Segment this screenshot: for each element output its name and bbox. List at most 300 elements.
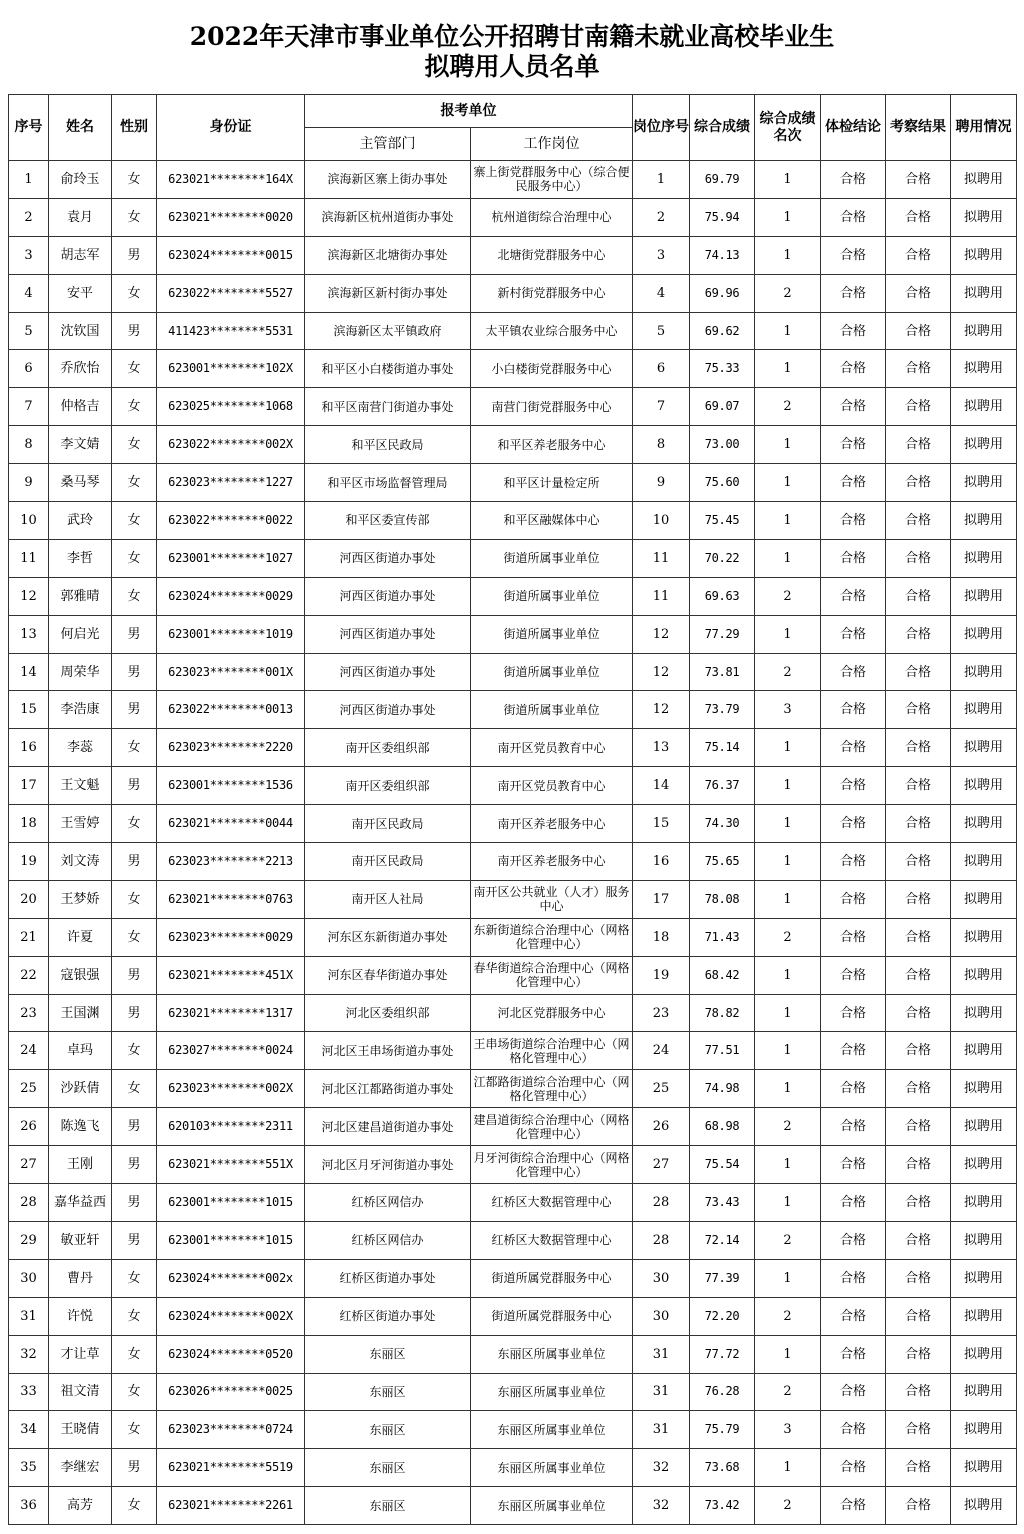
- cell-name: 安平: [49, 274, 112, 312]
- cell-name: 李继宏: [49, 1449, 112, 1487]
- cell-dept: 滨海新区北塘街办事处: [305, 236, 471, 274]
- cell-score: 75.45: [690, 502, 755, 540]
- cell-exam: 合格: [821, 502, 886, 540]
- cell-name: 乔欣怡: [49, 350, 112, 388]
- cell-score: 72.14: [690, 1221, 755, 1259]
- cell-rank: 1: [755, 236, 821, 274]
- cell-status: 拟聘用: [951, 1411, 1017, 1449]
- cell-seq: 26: [9, 1108, 49, 1146]
- cell-rank: 1: [755, 880, 821, 918]
- cell-seq: 23: [9, 994, 49, 1032]
- cell-gender: 女: [112, 577, 157, 615]
- cell-dept: 红桥区街道办事处: [305, 1297, 471, 1335]
- cell-seq: 13: [9, 615, 49, 653]
- cell-score: 75.94: [690, 198, 755, 236]
- cell-score: 75.14: [690, 729, 755, 767]
- cell-score: 73.43: [690, 1184, 755, 1222]
- cell-dept: 南开区人社局: [305, 880, 471, 918]
- table-row: [9, 994, 1017, 1032]
- cell-rank: 1: [755, 805, 821, 843]
- cell-post: 东丽区所属事业单位: [471, 1411, 633, 1449]
- cell-exam: 合格: [821, 805, 886, 843]
- cell-gender: 女: [112, 274, 157, 312]
- cell-exam: 合格: [821, 615, 886, 653]
- cell-review: 合格: [886, 274, 951, 312]
- cell-post: 南开区公共就业（人才）服务中心: [471, 880, 633, 918]
- cell-post-no: 30: [633, 1297, 690, 1335]
- cell-status: 拟聘用: [951, 1221, 1017, 1259]
- cell-id: 623021********2261: [157, 1487, 305, 1525]
- table-row: [9, 350, 1017, 388]
- cell-name: 陈逸飞: [49, 1108, 112, 1146]
- cell-id: 623024********002x: [157, 1259, 305, 1297]
- cell-status: 拟聘用: [951, 615, 1017, 653]
- cell-score: 75.79: [690, 1411, 755, 1449]
- cell-dept: 红桥区网信办: [305, 1184, 471, 1222]
- cell-name: 沙跃倩: [49, 1070, 112, 1108]
- cell-gender: 女: [112, 729, 157, 767]
- cell-seq: 18: [9, 805, 49, 843]
- cell-review: 合格: [886, 615, 951, 653]
- cell-post-no: 12: [633, 653, 690, 691]
- cell-status: 拟聘用: [951, 843, 1017, 881]
- cell-gender: 男: [112, 767, 157, 805]
- cell-seq: 8: [9, 426, 49, 464]
- cell-review: 合格: [886, 426, 951, 464]
- cell-gender: 男: [112, 1449, 157, 1487]
- cell-exam: 合格: [821, 198, 886, 236]
- cell-status: 拟聘用: [951, 1335, 1017, 1373]
- cell-seq: 21: [9, 918, 49, 956]
- cell-review: 合格: [886, 198, 951, 236]
- cell-dept: 红桥区街道办事处: [305, 1259, 471, 1297]
- cell-review: 合格: [886, 880, 951, 918]
- cell-name: 嘉华益西: [49, 1184, 112, 1222]
- cell-id: 623025********1068: [157, 388, 305, 426]
- cell-post-no: 11: [633, 577, 690, 615]
- cell-exam: 合格: [821, 880, 886, 918]
- header-post-no: 岗位序号: [633, 95, 690, 161]
- cell-post: 东丽区所属事业单位: [471, 1335, 633, 1373]
- cell-rank: 2: [755, 1487, 821, 1525]
- cell-exam: 合格: [821, 464, 886, 502]
- cell-post-no: 23: [633, 994, 690, 1032]
- table-row: [9, 426, 1017, 464]
- cell-seq: 19: [9, 843, 49, 881]
- cell-status: 拟聘用: [951, 1032, 1017, 1070]
- cell-review: 合格: [886, 577, 951, 615]
- cell-status: 拟聘用: [951, 1184, 1017, 1222]
- cell-gender: 男: [112, 956, 157, 994]
- cell-exam: 合格: [821, 539, 886, 577]
- cell-post: 新村街党群服务中心: [471, 274, 633, 312]
- cell-gender: 男: [112, 994, 157, 1032]
- cell-post-no: 24: [633, 1032, 690, 1070]
- cell-id: 623021********551X: [157, 1146, 305, 1184]
- cell-id: 623024********0015: [157, 236, 305, 274]
- table-row: [9, 577, 1017, 615]
- cell-id: 623001********1027: [157, 539, 305, 577]
- cell-review: 合格: [886, 956, 951, 994]
- table-row: [9, 502, 1017, 540]
- cell-score: 76.28: [690, 1373, 755, 1411]
- cell-gender: 男: [112, 236, 157, 274]
- cell-exam: 合格: [821, 426, 886, 464]
- cell-id: 623021********164X: [157, 161, 305, 199]
- cell-gender: 女: [112, 161, 157, 199]
- cell-status: 拟聘用: [951, 767, 1017, 805]
- cell-seq: 34: [9, 1411, 49, 1449]
- cell-dept: 河北区江都路街道办事处: [305, 1070, 471, 1108]
- cell-score: 69.62: [690, 312, 755, 350]
- cell-gender: 女: [112, 805, 157, 843]
- table-row: [9, 236, 1017, 274]
- cell-dept: 和平区南营门街道办事处: [305, 388, 471, 426]
- cell-rank: 1: [755, 426, 821, 464]
- table-row: [9, 1108, 1017, 1146]
- cell-post: 街道所属事业单位: [471, 577, 633, 615]
- cell-id: 623001********102X: [157, 350, 305, 388]
- table-row: [9, 1221, 1017, 1259]
- cell-rank: 1: [755, 956, 821, 994]
- cell-score: 74.13: [690, 236, 755, 274]
- cell-id: 411423********5531: [157, 312, 305, 350]
- cell-seq: 25: [9, 1070, 49, 1108]
- cell-seq: 30: [9, 1259, 49, 1297]
- cell-status: 拟聘用: [951, 918, 1017, 956]
- cell-rank: 1: [755, 1146, 821, 1184]
- cell-post: 月牙河街综合治理中心（网格化管理中心）: [471, 1146, 633, 1184]
- cell-exam: 合格: [821, 1449, 886, 1487]
- cell-seq: 16: [9, 729, 49, 767]
- cell-post-no: 3: [633, 236, 690, 274]
- cell-dept: 和平区民政局: [305, 426, 471, 464]
- cell-name: 王晓倩: [49, 1411, 112, 1449]
- cell-seq: 33: [9, 1373, 49, 1411]
- cell-dept: 河北区委组织部: [305, 994, 471, 1032]
- header-seq: 序号: [9, 95, 49, 161]
- table-row: [9, 653, 1017, 691]
- cell-review: 合格: [886, 350, 951, 388]
- cell-gender: 女: [112, 1487, 157, 1525]
- cell-review: 合格: [886, 1373, 951, 1411]
- cell-gender: 女: [112, 350, 157, 388]
- cell-post-no: 31: [633, 1335, 690, 1373]
- table-row: [9, 1070, 1017, 1108]
- cell-score: 75.33: [690, 350, 755, 388]
- cell-exam: 合格: [821, 1221, 886, 1259]
- cell-dept: 东丽区: [305, 1373, 471, 1411]
- cell-seq: 31: [9, 1297, 49, 1335]
- table-row: [9, 691, 1017, 729]
- cell-gender: 女: [112, 880, 157, 918]
- cell-score: 76.37: [690, 767, 755, 805]
- cell-id: 623021********5519: [157, 1449, 305, 1487]
- cell-post-no: 8: [633, 426, 690, 464]
- cell-post: 王串场街道综合治理中心（网格化管理中心）: [471, 1032, 633, 1070]
- cell-post: 街道所属党群服务中心: [471, 1297, 633, 1335]
- cell-score: 75.60: [690, 464, 755, 502]
- cell-status: 拟聘用: [951, 1373, 1017, 1411]
- cell-exam: 合格: [821, 388, 886, 426]
- cell-rank: 2: [755, 1373, 821, 1411]
- cell-status: 拟聘用: [951, 161, 1017, 199]
- cell-name: 许夏: [49, 918, 112, 956]
- cell-seq: 10: [9, 502, 49, 540]
- cell-gender: 女: [112, 1032, 157, 1070]
- cell-score: 73.79: [690, 691, 755, 729]
- cell-exam: 合格: [821, 1070, 886, 1108]
- cell-name: 袁月: [49, 198, 112, 236]
- cell-dept: 东丽区: [305, 1335, 471, 1373]
- cell-rank: 1: [755, 539, 821, 577]
- cell-status: 拟聘用: [951, 312, 1017, 350]
- cell-gender: 男: [112, 1146, 157, 1184]
- cell-post-no: 10: [633, 502, 690, 540]
- cell-score: 75.65: [690, 843, 755, 881]
- cell-seq: 1: [9, 161, 49, 199]
- cell-rank: 2: [755, 274, 821, 312]
- cell-post: 河北区党群服务中心: [471, 994, 633, 1032]
- cell-review: 合格: [886, 805, 951, 843]
- cell-post-no: 1: [633, 161, 690, 199]
- cell-post: 街道所属党群服务中心: [471, 1259, 633, 1297]
- cell-post: 和平区计量检定所: [471, 464, 633, 502]
- cell-gender: 男: [112, 312, 157, 350]
- header-id: 身份证: [157, 95, 305, 161]
- cell-dept: 和平区市场监督管理局: [305, 464, 471, 502]
- cell-rank: 1: [755, 1449, 821, 1487]
- cell-review: 合格: [886, 1108, 951, 1146]
- cell-name: 何启光: [49, 615, 112, 653]
- cell-gender: 女: [112, 1373, 157, 1411]
- cell-dept: 河北区王串场街道办事处: [305, 1032, 471, 1070]
- cell-name: 刘文涛: [49, 843, 112, 881]
- cell-gender: 男: [112, 653, 157, 691]
- cell-exam: 合格: [821, 1184, 886, 1222]
- cell-score: 78.08: [690, 880, 755, 918]
- table-row: [9, 464, 1017, 502]
- cell-dept: 红桥区网信办: [305, 1221, 471, 1259]
- cell-rank: 2: [755, 653, 821, 691]
- cell-score: 74.98: [690, 1070, 755, 1108]
- header-review: 考察结果: [886, 95, 951, 161]
- cell-dept: 南开区民政局: [305, 843, 471, 881]
- cell-status: 拟聘用: [951, 388, 1017, 426]
- cell-exam: 合格: [821, 1411, 886, 1449]
- cell-gender: 男: [112, 1221, 157, 1259]
- header-status: 聘用情况: [951, 95, 1017, 161]
- header-name: 姓名: [49, 95, 112, 161]
- table-row: [9, 918, 1017, 956]
- cell-post: 街道所属事业单位: [471, 539, 633, 577]
- cell-score: 69.79: [690, 161, 755, 199]
- cell-review: 合格: [886, 1411, 951, 1449]
- cell-gender: 女: [112, 539, 157, 577]
- cell-exam: 合格: [821, 956, 886, 994]
- cell-dept: 滨海新区新村街办事处: [305, 274, 471, 312]
- cell-dept: 河北区建昌道街道办事处: [305, 1108, 471, 1146]
- cell-post: 南开区党员教育中心: [471, 729, 633, 767]
- cell-review: 合格: [886, 502, 951, 540]
- cell-status: 拟聘用: [951, 1449, 1017, 1487]
- cell-post: 寨上街党群服务中心（综合便民服务中心）: [471, 161, 633, 199]
- cell-rank: 2: [755, 1108, 821, 1146]
- cell-post-no: 9: [633, 464, 690, 502]
- table-row: [9, 1373, 1017, 1411]
- cell-seq: 17: [9, 767, 49, 805]
- cell-score: 68.98: [690, 1108, 755, 1146]
- cell-id: 623023********2220: [157, 729, 305, 767]
- cell-rank: 1: [755, 843, 821, 881]
- cell-id: 623022********002X: [157, 426, 305, 464]
- cell-review: 合格: [886, 464, 951, 502]
- title-line-1: 2022年天津市事业单位公开招聘甘南籍未就业高校毕业生: [189, 22, 835, 51]
- cell-name: 李蕊: [49, 729, 112, 767]
- cell-score: 68.42: [690, 956, 755, 994]
- cell-status: 拟聘用: [951, 653, 1017, 691]
- cell-post: 春华街道综合治理中心（网格化管理中心）: [471, 956, 633, 994]
- cell-exam: 合格: [821, 1335, 886, 1373]
- cell-id: 623021********0763: [157, 880, 305, 918]
- cell-dept: 滨海新区太平镇政府: [305, 312, 471, 350]
- cell-name: 李哲: [49, 539, 112, 577]
- cell-dept: 南开区民政局: [305, 805, 471, 843]
- cell-rank: 1: [755, 1184, 821, 1222]
- cell-review: 合格: [886, 1184, 951, 1222]
- cell-dept: 滨海新区杭州道街办事处: [305, 198, 471, 236]
- cell-name: 卓玛: [49, 1032, 112, 1070]
- cell-seq: 14: [9, 653, 49, 691]
- cell-id: 623001********1536: [157, 767, 305, 805]
- cell-review: 合格: [886, 843, 951, 881]
- cell-post-no: 31: [633, 1411, 690, 1449]
- cell-gender: 男: [112, 1108, 157, 1146]
- table-body: [9, 161, 1017, 1525]
- cell-id: 623024********0520: [157, 1335, 305, 1373]
- cell-seq: 22: [9, 956, 49, 994]
- cell-id: 623001********1015: [157, 1221, 305, 1259]
- cell-status: 拟聘用: [951, 350, 1017, 388]
- cell-post: 东丽区所属事业单位: [471, 1449, 633, 1487]
- cell-gender: 女: [112, 1259, 157, 1297]
- cell-status: 拟聘用: [951, 502, 1017, 540]
- cell-exam: 合格: [821, 350, 886, 388]
- cell-name: 王国渊: [49, 994, 112, 1032]
- cell-exam: 合格: [821, 1373, 886, 1411]
- cell-score: 74.30: [690, 805, 755, 843]
- cell-id: 623024********0029: [157, 577, 305, 615]
- cell-status: 拟聘用: [951, 577, 1017, 615]
- cell-gender: 女: [112, 1070, 157, 1108]
- cell-seq: 11: [9, 539, 49, 577]
- cell-review: 合格: [886, 918, 951, 956]
- cell-id: 623023********1227: [157, 464, 305, 502]
- cell-rank: 1: [755, 502, 821, 540]
- cell-status: 拟聘用: [951, 198, 1017, 236]
- cell-id: 623026********0025: [157, 1373, 305, 1411]
- cell-post: 东丽区所属事业单位: [471, 1487, 633, 1525]
- cell-status: 拟聘用: [951, 1297, 1017, 1335]
- cell-score: 77.51: [690, 1032, 755, 1070]
- document-title: [0, 0, 1024, 94]
- table-row: [9, 1335, 1017, 1373]
- cell-id: 623021********1317: [157, 994, 305, 1032]
- cell-post: 东新街道综合治理中心（网格化管理中心）: [471, 918, 633, 956]
- cell-post: 和平区融媒体中心: [471, 502, 633, 540]
- cell-id: 623021********451X: [157, 956, 305, 994]
- cell-name: 周荣华: [49, 653, 112, 691]
- table-row: [9, 1032, 1017, 1070]
- cell-rank: 2: [755, 1221, 821, 1259]
- cell-gender: 男: [112, 843, 157, 881]
- cell-review: 合格: [886, 236, 951, 274]
- cell-post: 东丽区所属事业单位: [471, 1373, 633, 1411]
- cell-post: 南开区党员教育中心: [471, 767, 633, 805]
- cell-review: 合格: [886, 767, 951, 805]
- cell-gender: 女: [112, 426, 157, 464]
- cell-dept: 河西区街道办事处: [305, 691, 471, 729]
- table-row: [9, 1297, 1017, 1335]
- candidates-table: [8, 94, 1017, 1525]
- table-row: [9, 1449, 1017, 1487]
- cell-post-no: 4: [633, 274, 690, 312]
- cell-exam: 合格: [821, 577, 886, 615]
- cell-exam: 合格: [821, 312, 886, 350]
- cell-exam: 合格: [821, 161, 886, 199]
- cell-rank: 1: [755, 1032, 821, 1070]
- cell-dept: 河东区春华街道办事处: [305, 956, 471, 994]
- cell-seq: 15: [9, 691, 49, 729]
- table-row: [9, 1411, 1017, 1449]
- table-row: [9, 161, 1017, 199]
- cell-post-no: 32: [633, 1487, 690, 1525]
- cell-dept: 南开区委组织部: [305, 767, 471, 805]
- cell-id: 623023********0029: [157, 918, 305, 956]
- header-exam: 体检结论: [821, 95, 886, 161]
- cell-review: 合格: [886, 653, 951, 691]
- cell-status: 拟聘用: [951, 729, 1017, 767]
- cell-name: 才让草: [49, 1335, 112, 1373]
- cell-dept: 河西区街道办事处: [305, 615, 471, 653]
- table-row: [9, 274, 1017, 312]
- table-row: [9, 767, 1017, 805]
- cell-post-no: 13: [633, 729, 690, 767]
- cell-review: 合格: [886, 388, 951, 426]
- cell-seq: 2: [9, 198, 49, 236]
- cell-review: 合格: [886, 1070, 951, 1108]
- cell-status: 拟聘用: [951, 1146, 1017, 1184]
- cell-gender: 女: [112, 198, 157, 236]
- cell-dept: 河西区街道办事处: [305, 539, 471, 577]
- cell-status: 拟聘用: [951, 956, 1017, 994]
- table-row: [9, 843, 1017, 881]
- cell-rank: 1: [755, 615, 821, 653]
- cell-dept: 河西区街道办事处: [305, 577, 471, 615]
- table-row: [9, 956, 1017, 994]
- cell-exam: 合格: [821, 843, 886, 881]
- cell-review: 合格: [886, 1221, 951, 1259]
- table-row: [9, 1259, 1017, 1297]
- cell-rank: 1: [755, 161, 821, 199]
- cell-exam: 合格: [821, 1146, 886, 1184]
- cell-rank: 1: [755, 1259, 821, 1297]
- cell-status: 拟聘用: [951, 691, 1017, 729]
- cell-exam: 合格: [821, 918, 886, 956]
- cell-rank: 1: [755, 729, 821, 767]
- cell-rank: 1: [755, 994, 821, 1032]
- cell-dept: 东丽区: [305, 1487, 471, 1525]
